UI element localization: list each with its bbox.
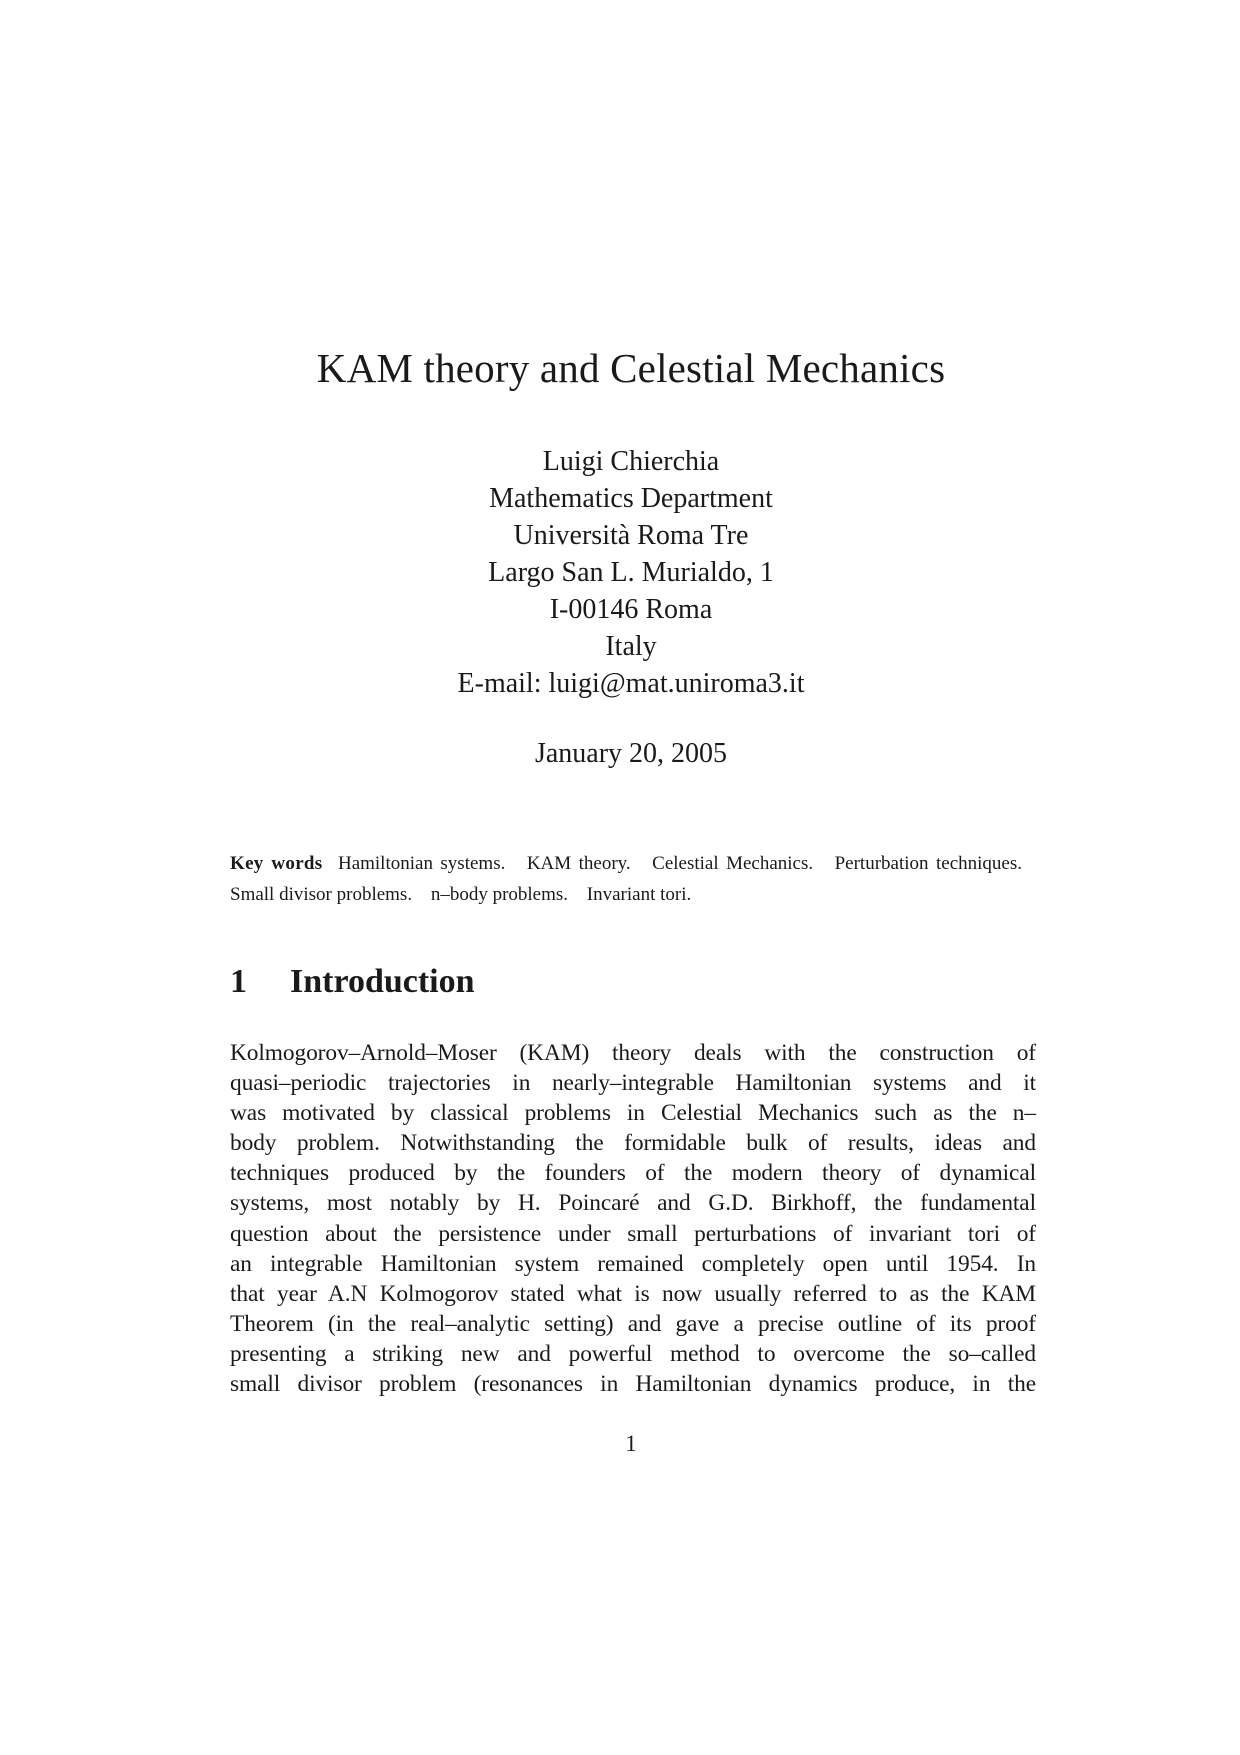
body-line: that year A.N Kolmogorov stated what is now usually referred to as the KAM [230, 1280, 1036, 1307]
keyword-item: n–body problems. [430, 884, 569, 905]
author-block [0, 443, 1240, 702]
body-line: an integrable Hamiltonian system remained completely open until 1954. In [230, 1250, 1036, 1277]
keyword-item: Hamiltonian systems. [337, 853, 506, 874]
body-line: body problem. Notwithstanding the formidable bulk of results, ideas and [230, 1130, 1036, 1157]
paper-date: January 20, 2005 [534, 738, 728, 769]
section-number: 1 [230, 963, 247, 1000]
body-line: quasi–periodic trajectories in nearly–integrable Hamiltonian systems and it [230, 1070, 1036, 1097]
body-line: Theorem (in the real–analytic setting) and gave a precise outline of its proof [230, 1310, 1036, 1337]
body-line: Kolmogorov–Arnold–Moser (KAM) theory deals with the construction of [230, 1040, 1036, 1066]
author-department: Mathematics Department [489, 483, 773, 514]
author-street: Largo San L. Murialdo, 1 [488, 557, 774, 588]
body-line: was motivated by classical problems in Celestial Mechanics such as the n– [230, 1100, 1036, 1127]
body-line: techniques produced by the founders of the modern theory of dynamical [230, 1160, 1036, 1187]
body-line: presenting a striking new and powerful method to overcome the so–called [230, 1340, 1036, 1367]
keyword-item: KAM theory. [526, 853, 631, 874]
body-line: question about the persistence under small perturbations of invariant tori of [230, 1220, 1036, 1247]
keyword-item: Celestial Mechanics. [652, 853, 814, 874]
author-university: Università Roma Tre [513, 520, 749, 551]
section-heading [230, 962, 475, 1002]
keyword-item: Small divisor problems. [230, 884, 413, 905]
keyword-item: Invariant tori. [586, 884, 692, 905]
paper-title: KAM theory and Celestial Mechanics [316, 345, 946, 391]
body-line: systems, most notably by H. Poincaré and G.D. Birkhoff, the fundamental [230, 1190, 1036, 1217]
keywords-label: Key words [230, 853, 323, 874]
author-postal: I-00146 Roma [549, 594, 713, 625]
body-line: small divisor problem (resonances in Hamiltonian dynamics produce, in the [230, 1371, 1036, 1398]
body-paragraph [230, 1038, 1036, 1399]
author-country: Italy [605, 631, 657, 662]
keywords-block [230, 848, 1036, 910]
page-number: 1 [625, 1431, 637, 1456]
keyword-item: Perturbation techniques. [834, 853, 1022, 874]
author-email: E-mail: luigi@mat.uniroma3.it [457, 668, 805, 699]
author-name: Luigi Chierchia [542, 446, 720, 477]
section-title: Introduction [290, 963, 475, 1000]
